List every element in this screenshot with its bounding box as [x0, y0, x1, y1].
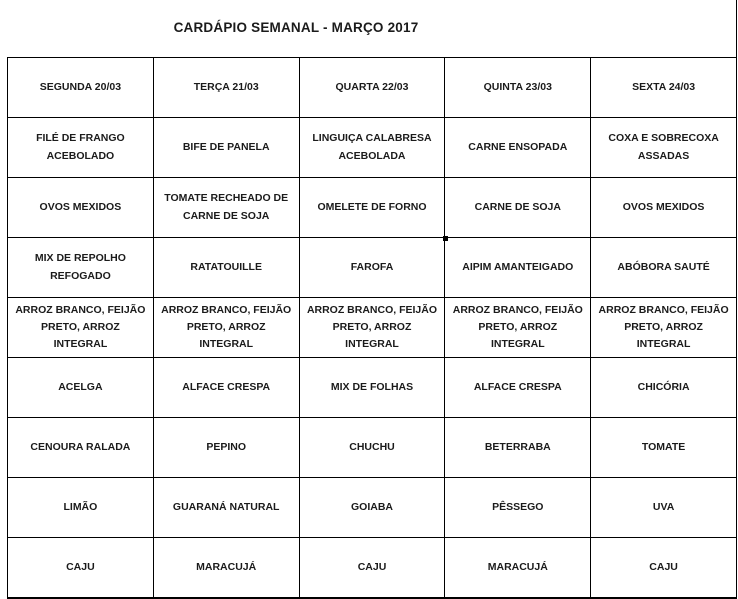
- menu-cell[interactable]: ARROZ BRANCO, FEIJÃO PRETO, ARROZ INTEGRAL: [591, 298, 737, 358]
- menu-cell[interactable]: CAJU: [8, 538, 154, 598]
- menu-cell[interactable]: ALFACE CRESPA: [153, 358, 299, 418]
- table-row: [8, 418, 737, 478]
- menu-cell[interactable]: PEPINO: [153, 418, 299, 478]
- table-row: [8, 298, 737, 358]
- menu-cell[interactable]: MIX DE REPOLHO REFOGADO: [8, 238, 154, 298]
- menu-cell[interactable]: ARROZ BRANCO, FEIJÃO PRETO, ARROZ INTEGRAL: [8, 298, 154, 358]
- day-header-quarta[interactable]: QUARTA 22/03: [299, 58, 445, 118]
- menu-cell[interactable]: CARNE ENSOPADA: [445, 118, 591, 178]
- menu-cell[interactable]: CAJU: [591, 538, 737, 598]
- menu-cell[interactable]: FILÉ DE FRANGO ACEBOLADO: [8, 118, 154, 178]
- menu-cell[interactable]: MARACUJÁ: [153, 538, 299, 598]
- menu-cell[interactable]: AIPIM AMANTEIGADO: [445, 238, 591, 298]
- table-row: [8, 478, 737, 538]
- day-header-quinta[interactable]: QUINTA 23/03: [445, 58, 591, 118]
- menu-cell[interactable]: CARNE DE SOJA: [445, 178, 591, 238]
- menu-cell[interactable]: GOIABA: [299, 478, 445, 538]
- menu-cell[interactable]: MIX DE FOLHAS: [299, 358, 445, 418]
- table-row: [8, 178, 737, 238]
- menu-cell[interactable]: GUARANÁ NATURAL: [153, 478, 299, 538]
- menu-cell[interactable]: CAJU: [299, 538, 445, 598]
- table-right-border-segment: [736, 0, 737, 58]
- selection-handle[interactable]: [443, 236, 448, 241]
- menu-cell[interactable]: ACELGA: [8, 358, 154, 418]
- menu-cell[interactable]: LIMÃO: [8, 478, 154, 538]
- table-row: [8, 238, 737, 298]
- menu-cell[interactable]: COXA E SOBRECOXA ASSADAS: [591, 118, 737, 178]
- menu-cell[interactable]: ABÓBORA SAUTÉ: [591, 238, 737, 298]
- menu-cell[interactable]: MARACUJÁ: [445, 538, 591, 598]
- menu-cell[interactable]: BIFE DE PANELA: [153, 118, 299, 178]
- menu-cell[interactable]: CHUCHU: [299, 418, 445, 478]
- day-header-segunda[interactable]: SEGUNDA 20/03: [8, 58, 154, 118]
- menu-cell[interactable]: UVA: [591, 478, 737, 538]
- table-row: [8, 538, 737, 598]
- menu-cell-text: OMELETE DE FORNO: [317, 200, 427, 213]
- menu-cell[interactable]: CENOURA RALADA: [8, 418, 154, 478]
- header-row: [8, 58, 737, 118]
- page-title: CARDÁPIO SEMANAL - MARÇO 2017: [173, 20, 419, 35]
- menu-cell[interactable]: FAROFA: [299, 238, 445, 298]
- menu-cell[interactable]: OVOS MEXIDOS: [8, 178, 154, 238]
- menu-cell[interactable]: BETERRABA: [445, 418, 591, 478]
- menu-cell[interactable]: OVOS MEXIDOS: [591, 178, 737, 238]
- table-row: [8, 118, 737, 178]
- table-row: [8, 358, 737, 418]
- day-header-sexta[interactable]: SEXTA 24/03: [591, 58, 737, 118]
- menu-cell[interactable]: RATATOUILLE: [153, 238, 299, 298]
- weekly-menu-table: [7, 57, 737, 599]
- menu-cell[interactable]: TOMATE RECHEADO DE CARNE DE SOJA: [153, 178, 299, 238]
- menu-cell[interactable]: ARROZ BRANCO, FEIJÃO PRETO, ARROZ INTEGRAL: [445, 298, 591, 358]
- day-header-terca[interactable]: TERÇA 21/03: [153, 58, 299, 118]
- menu-cell[interactable]: ARROZ BRANCO, FEIJÃO PRETO, ARROZ INTEGRAL: [153, 298, 299, 358]
- menu-cell[interactable]: ALFACE CRESPA: [445, 358, 591, 418]
- menu-cell[interactable]: TOMATE: [591, 418, 737, 478]
- menu-cell[interactable]: PÊSSEGO: [445, 478, 591, 538]
- menu-cell[interactable]: CHICÓRIA: [591, 358, 737, 418]
- menu-cell[interactable]: LINGUIÇA CALABRESA ACEBOLADA: [299, 118, 445, 178]
- menu-cell[interactable]: ARROZ BRANCO, FEIJÃO PRETO, ARROZ INTEGRAL: [299, 298, 445, 358]
- menu-cell-selected[interactable]: [299, 178, 445, 238]
